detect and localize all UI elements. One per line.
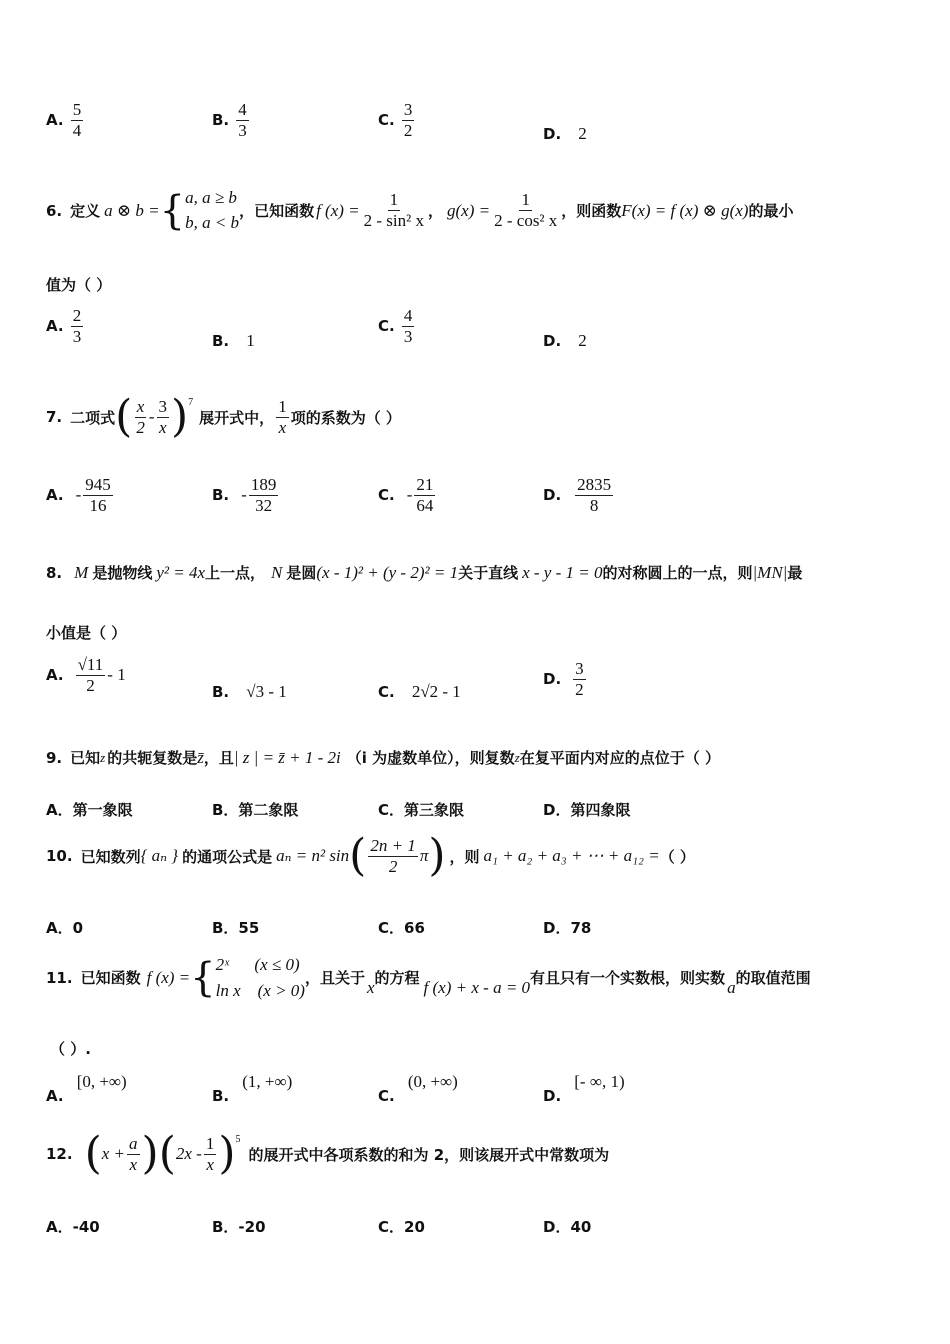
- q10-stem: [46, 830, 695, 881]
- fraction: $\frac{2835}{8}$: [577, 475, 612, 515]
- left-paren: (: [158, 1128, 176, 1179]
- option-value: 2: [578, 124, 587, 143]
- option-label: D.: [543, 332, 562, 350]
- exponent: 5: [235, 1134, 241, 1145]
- minus-sign: -: [406, 485, 413, 505]
- q6-text: ，: [428, 202, 444, 221]
- option-value: [0, +∞): [76, 1072, 127, 1091]
- q9-option-a[interactable]: A．第一象限: [46, 801, 133, 819]
- q6-def-lhs: a ⊗ b =: [104, 200, 160, 220]
- q11-cases: [216, 952, 305, 1003]
- q11-option-b[interactable]: [212, 1072, 293, 1105]
- option-label: C.: [378, 486, 395, 505]
- q8-circle: (x - 1)² + (y - 2)² = 1: [316, 562, 459, 582]
- q12-option-a[interactable]: A．-40: [46, 1218, 100, 1236]
- question-number: 11.: [46, 968, 73, 987]
- left-brace: {: [159, 187, 186, 234]
- q6-text: 定义: [70, 202, 101, 221]
- option-label: A.: [46, 666, 64, 685]
- q11-var-x: x: [366, 977, 375, 997]
- fraction: $\frac{4}{3}$: [403, 306, 413, 346]
- fraction: $\frac{5}{4}$: [72, 100, 82, 140]
- minus-sign: -: [75, 485, 82, 505]
- q9-text: 在复平面内对应的点位于（ ）: [519, 749, 720, 767]
- case-line: b, a < b: [185, 212, 240, 232]
- option-label: A.: [46, 316, 64, 335]
- q12-option-d[interactable]: D．40: [543, 1218, 592, 1236]
- option-value: 2: [578, 331, 587, 350]
- q9-option-c[interactable]: C．第三象限: [378, 801, 465, 819]
- q6-text: ，则函数: [561, 202, 622, 221]
- q11-stem: [46, 952, 811, 1003]
- q10-sum: a₁ + a₂ + a₃ + ⋯ + a₁₂ =: [483, 846, 660, 865]
- minus-sign: -: [148, 407, 155, 426]
- option-label: A.: [46, 110, 64, 129]
- q10-option-c[interactable]: C．66: [378, 919, 425, 937]
- exponent: 7: [188, 397, 194, 408]
- right-paren: ): [218, 1128, 236, 1179]
- q11-option-d[interactable]: [543, 1072, 625, 1105]
- fraction: $\frac{945}{16}$: [85, 475, 111, 515]
- q9-text: ，且: [203, 749, 234, 767]
- question-number: 12.: [46, 1145, 73, 1163]
- q10-formula-lhs: aₙ = n² sin: [276, 846, 350, 865]
- q7-text: 展开式中，: [199, 408, 275, 427]
- q11-text: 有且只有一个实数根，则实数: [530, 969, 726, 987]
- question-number: 8.: [46, 563, 63, 582]
- q8-text: 最: [787, 564, 803, 582]
- pi-symbol: π: [419, 846, 429, 865]
- case-line: 2ˣ (x ≤ 0): [215, 955, 300, 974]
- option-label: C.: [378, 1087, 395, 1105]
- right-paren: ): [428, 830, 446, 881]
- q11-var-a: a: [727, 977, 736, 997]
- q11-option-c[interactable]: [378, 1072, 458, 1105]
- q11-text: ，且关于: [304, 969, 365, 987]
- q11-text: 的取值范围: [735, 969, 811, 987]
- left-paren: (: [115, 391, 133, 442]
- q7-option-a[interactable]: [46, 476, 115, 515]
- q8-text: 的对称圆上的一点，则: [602, 564, 753, 582]
- fraction: $\frac{1}{x}$: [278, 396, 287, 437]
- option-value: (0, +∞): [407, 1072, 458, 1091]
- q12-two-x: 2x -: [175, 1144, 202, 1163]
- q7-stem: [46, 391, 401, 442]
- option-value: 1: [246, 331, 255, 350]
- q9-text: （i 为虚数单位），则复数: [346, 749, 515, 767]
- q10-text: 的通项公式是: [182, 847, 273, 866]
- q8-option-a[interactable]: [46, 656, 126, 695]
- q8-var-N: N: [271, 562, 283, 582]
- q8-text: 关于直线: [458, 564, 519, 582]
- q9-var-z: z: [100, 749, 106, 765]
- q8-option-b[interactable]: [212, 682, 287, 702]
- fraction: $\frac{3}{2}$: [575, 659, 584, 699]
- q7-option-d[interactable]: [543, 476, 615, 515]
- option-label: B.: [212, 110, 230, 129]
- q10-text: （ ）: [659, 847, 695, 866]
- q6-option-d[interactable]: [543, 331, 587, 351]
- q9-zbar: z̄: [197, 747, 204, 767]
- q6-text: 的最小: [748, 202, 794, 221]
- q10-option-d[interactable]: D．78: [543, 919, 592, 937]
- q11-f-lhs: f (x) =: [146, 967, 191, 987]
- fraction: $\frac{2}{3}$: [72, 306, 82, 346]
- q6-stem-line2: 值为（ ）: [46, 276, 112, 294]
- question-number: 9.: [46, 748, 63, 767]
- option-label: B.: [212, 1087, 230, 1105]
- left-paren: (: [84, 1128, 102, 1179]
- q11-text: 的方程: [374, 969, 420, 987]
- option-label: D.: [543, 486, 562, 505]
- q6-g-lhs: g(x) =: [447, 200, 491, 220]
- case-line: ln x (x > 0): [215, 980, 305, 1000]
- q7-option-b[interactable]: [212, 476, 280, 515]
- q5-option-a[interactable]: [46, 101, 85, 140]
- option-value: [- ∞, 1): [574, 1072, 625, 1091]
- option-label: D.: [543, 125, 562, 143]
- q9-var-z: z: [514, 749, 520, 765]
- right-paren: ): [141, 1128, 159, 1179]
- q8-text: 是抛物线: [92, 564, 153, 582]
- option-label: B.: [212, 332, 230, 350]
- question-number: 6.: [46, 201, 63, 220]
- left-paren: (: [349, 830, 367, 881]
- option-label: B.: [212, 683, 230, 701]
- q6-option-b[interactable]: [212, 331, 255, 351]
- q6-option-a[interactable]: [46, 307, 85, 346]
- option-value: 2√2 - 1: [411, 682, 461, 701]
- q5-option-b[interactable]: [212, 101, 251, 140]
- option-label: C.: [378, 316, 395, 335]
- q8-var-M: M: [74, 562, 89, 582]
- fraction: $\frac{1}{\text{2 - sin² x}}$: [363, 190, 424, 231]
- q11-stem-line2: （ ）.: [50, 1040, 91, 1058]
- q11-option-a[interactable]: [46, 1072, 127, 1105]
- q8-MN: |MN|: [752, 562, 788, 582]
- question-number: 7.: [46, 408, 63, 426]
- q8-text: 是圆: [286, 564, 317, 582]
- q6-stem: [46, 186, 794, 235]
- q6-cases: [185, 186, 239, 235]
- q5-option-c[interactable]: [378, 101, 416, 140]
- q6-f-lhs: f (x) =: [316, 200, 360, 220]
- fraction: $\frac{189}{32}$: [250, 475, 277, 515]
- q7-option-c[interactable]: [378, 476, 437, 515]
- q8-line: x - y - 1 = 0: [522, 562, 603, 582]
- q8-stem: [46, 562, 802, 583]
- q10-text: ，则: [449, 847, 480, 866]
- q6-option-c[interactable]: [378, 307, 416, 346]
- q8-stem-line2: 小值是（ ）: [46, 624, 127, 642]
- q8-parabola: y² = 4x: [156, 562, 205, 582]
- fraction: $\frac{√11}{2}$: [77, 655, 104, 695]
- q9-text: 的共轭复数是: [107, 749, 198, 767]
- option-label: C.: [378, 683, 395, 701]
- right-paren: ): [171, 391, 189, 442]
- fraction: $\frac{x}{2}$: [136, 396, 145, 437]
- option-value: (1, +∞): [242, 1072, 293, 1091]
- fraction: $\frac{3}{2}$: [403, 100, 413, 140]
- option-tail: - 1: [107, 665, 126, 685]
- q9-option-d[interactable]: D．第四象限: [543, 801, 631, 819]
- q6-F-expr: F(x) = f (x) ⊗ g(x): [621, 200, 749, 220]
- option-value: √3 - 1: [246, 682, 287, 701]
- left-brace: {: [190, 954, 216, 1001]
- q11-equation: f (x) + x - a = 0: [423, 977, 531, 997]
- fraction: $\frac{4}{3}$: [238, 100, 247, 140]
- q11-text: 已知函数: [80, 969, 141, 987]
- minus-sign: -: [241, 485, 247, 505]
- q8-option-d[interactable]: [543, 660, 588, 699]
- fraction: $\frac{21}{64}$: [416, 475, 434, 515]
- q12-option-c[interactable]: C．20: [378, 1218, 425, 1236]
- q7-text: 项的系数为（ ）: [290, 408, 401, 427]
- option-label: D.: [543, 1087, 562, 1105]
- fraction: $\frac{1}{\text{2 - cos² x}}$: [494, 190, 558, 231]
- q10-text: 已知数列: [80, 847, 141, 866]
- fraction: $\frac{1}{x}$: [205, 1133, 215, 1174]
- q10-option-b[interactable]: B．55: [212, 919, 260, 937]
- option-label: A.: [46, 486, 64, 505]
- q9-stem: [46, 747, 720, 768]
- q9-option-b[interactable]: B．第二象限: [212, 801, 299, 819]
- q6-text: ，已知函数: [239, 202, 315, 221]
- q10-option-a[interactable]: A．0: [46, 919, 84, 937]
- option-label: C.: [378, 110, 395, 129]
- q9-text: 已知: [70, 749, 101, 767]
- q10-sequence: { aₙ }: [140, 846, 179, 865]
- q12-stem: [46, 1128, 610, 1179]
- option-label: D.: [543, 670, 562, 689]
- q5-option-d[interactable]: [543, 124, 587, 144]
- q12-x-plus: x +: [101, 1144, 126, 1163]
- q9-equation: | z | = z̄ + 1 - 2i: [233, 747, 341, 767]
- q8-text: 上一点，: [205, 564, 266, 582]
- q12-text: 的展开式中各项系数的和为 2，则该展开式中常数项为: [248, 1145, 610, 1164]
- q8-option-c[interactable]: [378, 682, 461, 702]
- q12-option-b[interactable]: B．-20: [212, 1218, 266, 1236]
- option-label: B.: [212, 486, 230, 505]
- case-line: a, a ≥ b: [185, 188, 237, 207]
- q7-text: 二项式: [70, 408, 116, 427]
- fraction: $\frac{3}{x}$: [158, 396, 167, 437]
- fraction: $\frac{2n + 1}{2}$: [370, 835, 416, 876]
- fraction: $\frac{a}{x}$: [129, 1133, 138, 1174]
- question-number: 10.: [46, 847, 73, 865]
- option-label: A.: [46, 1087, 64, 1105]
